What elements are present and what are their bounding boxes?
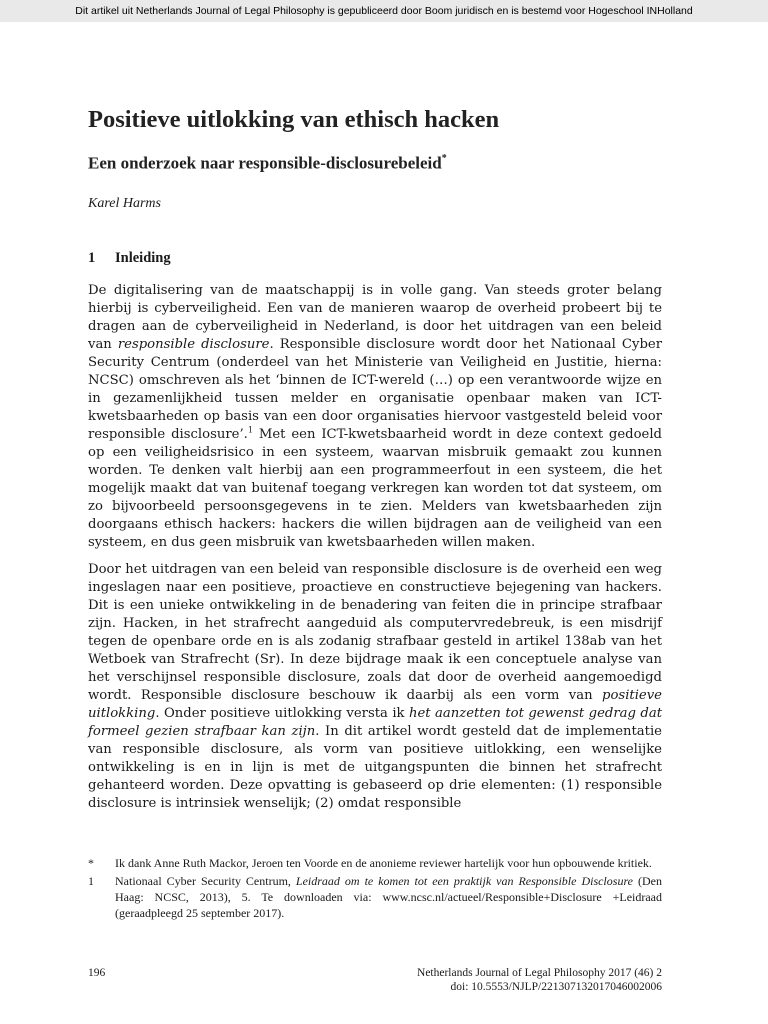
doi[interactable]: doi: 10.5553/NJLP/221307132017046002006	[450, 981, 662, 993]
footnote-text: Ik dank Anne Ruth Mackor, Jeroen ten Voorde en de anonieme reviewer hartelijk voor hun opbouwende kritiek.	[115, 856, 652, 870]
p2-text-b: . Onder positieve uitlokking versta ik	[155, 705, 409, 721]
article-title: Positieve uitlokking van ethisch hacken	[88, 106, 500, 133]
section-number: 1	[88, 249, 96, 266]
footnote-text	[115, 873, 662, 921]
p2-text-c: . In dit artikel wordt gesteld dat de implementatie van responsible disclosure, als vorm van positieve uitlokking, een wenselijke ontwikkeling is en in lijn is met de uitgangspunten die binnen het strafrecht gehanteerd worden. Deze opvatting is gebaseerd op drie elementen: (1) responsible disclosure is intrinsiek wenselijk; (2) omdat responsible	[88, 723, 662, 811]
fn1-text-a: Nationaal Cyber Security Centrum,	[115, 874, 296, 888]
footnote-ref-1[interactable]: 1	[247, 425, 253, 435]
p1-text-b: . Responsible disclosure wordt door het Nationaal Cyber Security Centrum (onderdeel van het Ministerie van Veiligheid en Justitie, hierna: NCSC) omschreven als het ‘binnen de ICT-wereld (…) op een verantwoorde wijze en in gezamenlijkheid tussen melder en organisatie openbaar maken van ICT-kwetsbaarheden op basis van een door organisaties hiervoor vastgesteld beleid voor responsible disclosure’.	[88, 336, 662, 442]
fn1-text-b: (Den Haag: NCSC, 2013), 5. Te downloaden via: www.ncsc.nl/actueel/Responsible+Disclosure +Leidraad (geraadpleegd 25 september 2017).	[115, 874, 662, 920]
p2-italic-term: positieve uitlokking	[88, 687, 662, 721]
footnote-marker: *	[88, 856, 94, 870]
journal-citation: Netherlands Journal of Legal Philosophy 2017 (46) 2	[417, 967, 662, 979]
footnote-marker: 1	[88, 874, 94, 888]
subtitle-footnote-marker[interactable]: *	[441, 153, 447, 164]
p1-italic-term: responsible disclosure	[117, 336, 270, 352]
article	[88, 104, 662, 822]
paragraph-1	[88, 282, 662, 552]
p1-text-a: De digitalisering van de maatschappij is in volle gang. Van steeds groter belang hierbij is cyberveiligheid. Een van de manieren waarop de overheid probeert bij te dragen aan de cyberveiligheid in Nederland, is door het uitdragen van een beleid van	[88, 282, 662, 352]
article-subtitle	[88, 148, 662, 176]
article-body	[88, 282, 662, 813]
section-title: Inleiding	[115, 249, 171, 266]
footnotes	[88, 855, 662, 923]
p2-text-a: Door het uitdragen van een beleid van responsible disclosure is de overheid een weg ingeslagen naar een positieve, proactieve en constructieve bejegening van hackers. Dit is een unieke ontwikkeling in de benadering van feiten die in principe strafbaar zijn. Hacken, in het strafrecht aangeduid als computervredebreuk, is een misdrijf tegen de openbare orde en is als zodanig strafbaar gesteld in artikel 138ab van het Wetboek van Strafrecht (Sr). In deze bijdrage maak ik een conceptuele analyse van het verschijnsel responsible disclosure, zoals dat door de overheid aangemoedigd wordt. Responsible disclosure beschouw ik daarbij als een vorm van	[88, 561, 662, 703]
author: Karel Harms	[88, 195, 161, 211]
footnote-star	[88, 855, 662, 871]
p1-text-c: Met een ICT-kwetsbaarheid wordt in deze context gedoeld op een veiligheidsrisico in een systeem, waarvan misbruik gemaakt zou kunnen worden. Te denken valt hierbij aan een programmeerfout in een systeem, die het mogelijk maakt dat van buitenaf toegang verkregen kan worden tot dat systeem, om zo bijvoorbeeld persoonsgegevens in te zien. Melders van kwetsbaarheden zijn doorgaans ethisch hackers: hackers die willen bijdragen aan de veiligheid van een systeem, en dus geen misbruik van kwetsbaarheden willen maken.	[88, 426, 662, 550]
fn1-italic-title: Leidraad om te komen tot een praktijk van Responsible Disclosure	[295, 874, 633, 888]
page-number: 196	[88, 967, 106, 979]
p2-italic-definition: het aanzetten tot gewenst gedrag dat formeel gezien strafbaar kan zijn	[88, 705, 663, 739]
paragraph-2	[88, 561, 662, 813]
footnote-1	[88, 873, 662, 921]
journal-footer	[417, 966, 662, 994]
publisher-banner: Dit artikel uit Netherlands Journal of Legal Philosophy is gepubliceerd door Boom juridisch en is bestemd voor Hogeschool INHolland	[0, 0, 768, 22]
subtitle-text: Een onderzoek naar responsible-disclosurebeleid	[88, 153, 442, 173]
section-heading	[88, 248, 662, 268]
